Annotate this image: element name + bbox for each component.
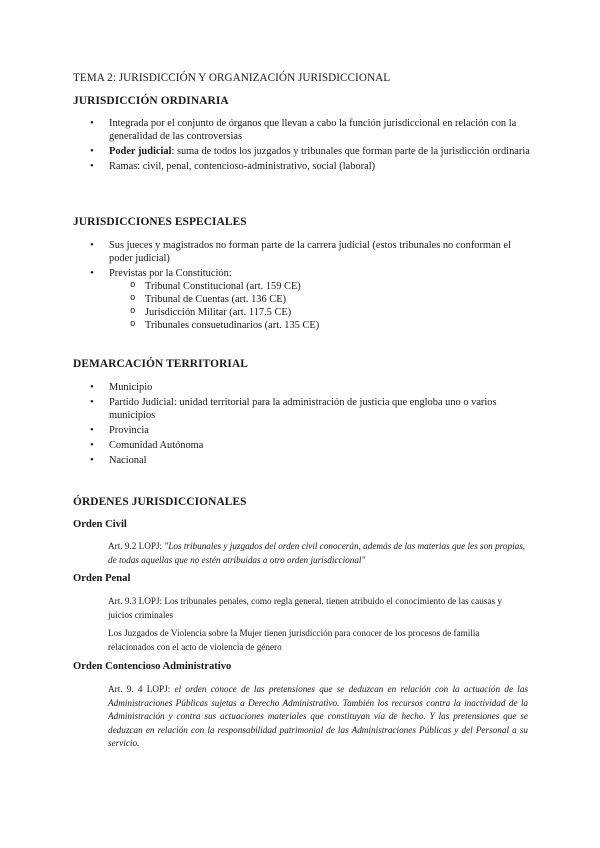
list-item-text: Previstas por la Constitución: <box>109 268 232 279</box>
list-item: • Partido Judicial: unidad territorial para la administración de justicia que engloba uno o varios municipios <box>73 396 533 422</box>
list-item: • Ramas: civil, penal, contencioso-administrativo, social (laboral) <box>73 160 533 173</box>
article-text: el orden conoce de las pretensiones que se deduzcan en relación con la actuación de las Administraciones Públicas sujetas a Derecho Administrativo. También los recursos contra la inactividad de la Administración y contra sus actuaciones materiales que constituyan vía de hecho. Y las pretensiones que se deduzcan en relación con la responsabilidad patrimonial de las Administraciones Públicas y del Personal a su servicio. <box>108 684 528 748</box>
list-item-text: : suma de todos los juzgados y tribunales que forman parte de la jurisdicción ordinaria <box>171 146 530 157</box>
article-quote: "Los tribunales y juzgados del orden civil conocerán, además de las materias que les son propias, de todas aquellas que no estén atribuidas a otro orden jurisdiccional" <box>108 541 526 565</box>
list-demarcacion-territorial <box>73 381 533 467</box>
paragraph-orden-penal-2: Los Juzgados de Violencia sobre la Mujer tienen jurisdicción para conocer de los procesos de familia relacionados con el acto de violencia de género <box>108 628 480 652</box>
list-item: • Municipio <box>73 381 533 394</box>
list-item <box>73 267 533 332</box>
heading-ordenes-jurisdiccionales: ÓRDENES JURISDICCIONALES <box>73 496 247 508</box>
list-item: • Provincia <box>73 424 533 437</box>
list-item: • Sus jueces y magistrados no forman parte de la carrera judicial (estos tribunales no conforman el poder judicial) <box>73 239 533 265</box>
heading-orden-civil: Orden Civil <box>73 519 127 530</box>
heading-demarcacion-territorial: DEMARCACIÓN TERRITORIAL <box>73 358 248 370</box>
list-item-bold-label: Poder judicial <box>109 146 172 157</box>
heading-orden-penal: Orden Penal <box>73 573 131 584</box>
sublist-item: o Jurisdicción Militar (art. 117.5 CE) <box>109 306 533 319</box>
list-item: • Nacional <box>73 454 533 467</box>
paragraph-orden-contencioso <box>108 683 528 751</box>
document-title: TEMA 2: JURISDICCIÓN Y ORGANIZACIÓN JURISDICCIONAL <box>73 72 391 84</box>
list-item <box>73 145 533 158</box>
heading-jurisdiccion-ordinaria: JURISDICCIÓN ORDINARIA <box>73 95 229 107</box>
heading-orden-contencioso: Orden Contencioso Administrativo <box>73 661 232 672</box>
paragraph-orden-penal-1: Art. 9.3 LOPJ: Los tribunales penales, como regla general, tienen atribuido el conocimiento de las causas y juicios criminales <box>108 596 502 620</box>
list-item: • Integrada por el conjunto de órganos que llevan a cabo la función jurisdiccional en relación con la generalidad de las controversias <box>73 117 533 143</box>
list-jurisdiccion-ordinaria <box>73 117 533 173</box>
article-reference: Art. 9. 4 LOPJ: <box>108 684 175 694</box>
article-reference: Art. 9.2 LOPJ: <box>108 541 165 551</box>
sublist-tribunales <box>109 280 533 332</box>
heading-jurisdicciones-especiales: JURISDICCIONES ESPECIALES <box>73 216 247 228</box>
list-jurisdicciones-especiales <box>73 239 533 332</box>
list-item: • Comunidad Autónoma <box>73 439 533 452</box>
sublist-item: o Tribunal Constitucional (art. 159 CE) <box>109 280 533 293</box>
paragraph-orden-civil <box>108 540 528 567</box>
sublist-item: o Tribunal de Cuentas (art. 136 CE) <box>109 293 533 306</box>
sublist-item: o Tribunales consuetudinarios (art. 135 CE) <box>109 319 533 332</box>
